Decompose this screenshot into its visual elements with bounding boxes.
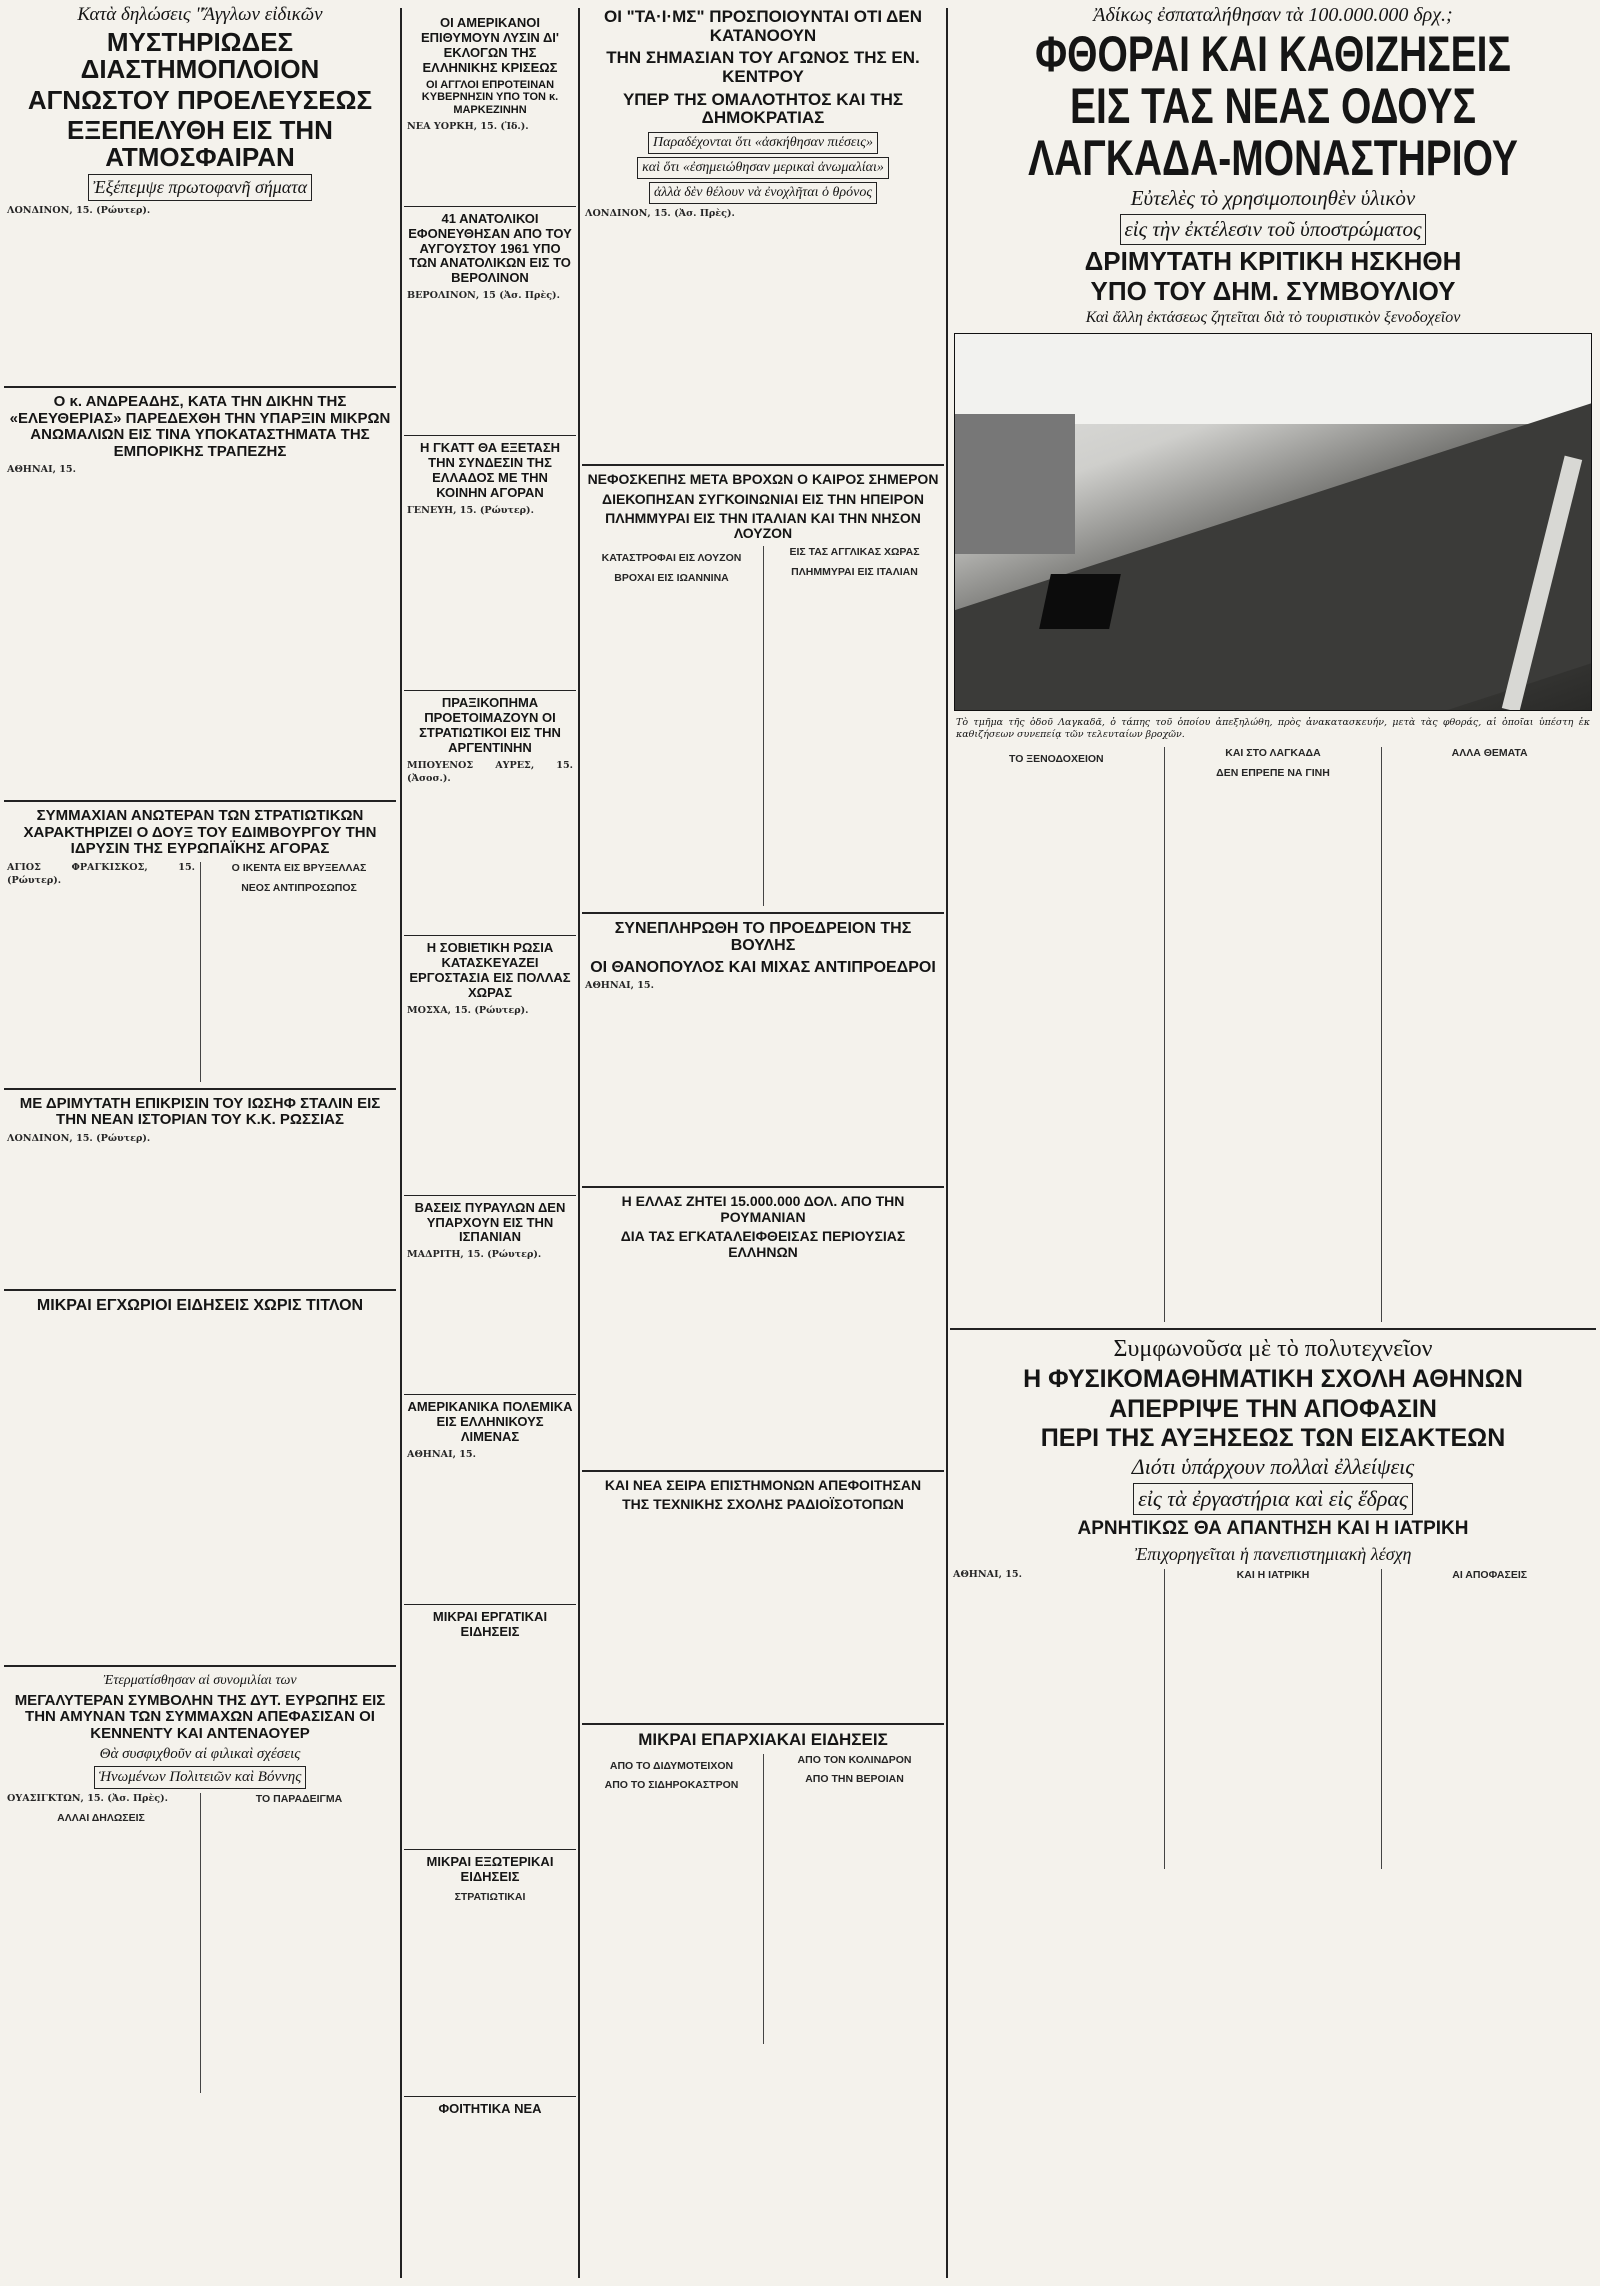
headline: ΜΙΚΡΑΙ ΕΓΧΩΡΙΟΙ ΕΙΔΗΣΕΙΣ ΧΩΡΙΣ ΤΙΤΛΟΝ	[36, 1296, 364, 1314]
article-body	[407, 2121, 573, 2286]
article-body	[585, 1754, 941, 2044]
column-rule	[946, 8, 948, 2278]
headline: 41 ΑΝΑΤΟΛΙΚΟΙ ΕΦΟΝΕΥΘΗΣΑΝ ΑΠΟ ΤΟΥ ΑΥΓΟΥΣΤΟΥ 1961 ΥΠΟ ΤΩΝ ΑΝΑΤΟΛΙΚΩΝ ΕΙΣ ΤΟ ΒΕΡΟΛΙΝΟΝ	[408, 210, 572, 286]
headline: ΠΛΗΜΜΥΡΑΙ ΕΙΣ ΤΗΝ ΙΤΑΛΙΑΝ ΚΑΙ ΤΗΝ ΝΗΣΟΝ ΛΟΥΖΟΝ	[605, 509, 921, 542]
dateline: ΓΕΝΕΥΗ, 15. (Ρώυτερ).	[407, 505, 534, 517]
headline-subtitle: Καὶ ἄλλη ἐκτάσεως ζητεῖται διὰ τὸ τουριστικὸν ξενοδοχεῖον	[1085, 308, 1461, 326]
divider	[404, 1195, 576, 1196]
headline: ΟΙ ΑΜΕΡΙΚΑΝΟΙ ΕΠΙΘΥΜΟΥΝ ΛΥΣΙΝ ΔΙ' ΕΚΛΟΓΩΝ ΤΗΣ ΕΛΛΗΝΙΚΗΣ ΚΡΙΣΕΩΣ	[421, 15, 559, 75]
section-subhead: ΤΟ ΠΑΡΑΔΕΙΓΜΑ	[255, 1793, 343, 1806]
section-subhead: ΕΙΣ ΤΑΣ ΑΓΓΛΙΚΑΣ ΧΩΡΑΣ	[789, 545, 920, 558]
article-body	[407, 1005, 573, 1190]
headline-deck: ΥΠΟ ΤΟΥ ΔΗΜ. ΣΥΜΒΟΥΛΙΟΥ	[1090, 276, 1456, 307]
headline-subtitle	[950, 1483, 1596, 1515]
dateline: ΜΑΔΡΙΤΗ, 15. (Ρώυτερ).	[407, 1249, 542, 1261]
dateline: ΜΠΟΥΕΝΟΣ ΑΥΡΕΣ, 15. (Ἀσοσ.).	[407, 759, 573, 784]
news-photo	[954, 333, 1592, 711]
headline: ΜΥΣΤΗΡΙΩΔΕΣ ΔΙΑΣΤΗΜΟΠΛΟΙΟΝ	[80, 27, 320, 85]
section-subhead: ΚΑΤΑΣΤΡΟΦΑΙ ΕΙΣ ΛΟΥΖΟΝ	[601, 551, 742, 564]
headline: ΟΙ ΘΑΝΟΠΟΥΛΟΣ ΚΑΙ ΜΙΧΑΣ ΑΝΤΙΠΡΟΕΔΡΟΙ	[590, 958, 936, 976]
headline: ΜΕΓΑΛΥΤΕΡΑΝ ΣΥΜΒΟΛΗΝ ΤΗΣ ΔΥΤ. ΕΥΡΩΠΗΣ ΕΙΣ ΤΗΝ ΑΜΥΝΑΝ ΤΩΝ ΣΥΜΜΑΧΩΝ ΑΠΕΦΑΣΙΣΑΝ ΟΙ ΚΕΝΝΕΝΤΥ ΚΑΙ ΑΝΤΕΝΑΟΥΕΡ	[14, 1691, 386, 1742]
divider	[4, 386, 396, 388]
dateline: ΒΕΡΟΛΙΝΟΝ, 15 (Ἀσ. Πρὲς).	[407, 290, 560, 302]
headline-deck: ΑΡΝΗΤΙΚΩΣ ΘΑ ΑΠΑΝΤΗΣΗ ΚΑΙ Η ΙΑΤΡΙΚΗ	[1077, 1518, 1469, 1540]
headline-subtitle: Ἐπιχορηγεῖται ἡ πανεπιστημιακὴ λέσχη	[1134, 1543, 1412, 1564]
column-1	[4, 0, 396, 2286]
section-subhead: ΑΛΛΑ ΘΕΜΑΤΑ	[1451, 747, 1528, 760]
dateline: ΛΟΝΔΙΝΟΝ, 15. (Ἀσ. Πρὲς).	[585, 208, 735, 220]
section-subhead: ΝΕΟΣ ΑΝΤΙΠΡΟΣΩΠΟΣ	[241, 881, 357, 894]
divider	[582, 1470, 944, 1472]
headline: ΕΞΕΠΕΛΥΘΗ ΕΙΣ ΤΗΝ ΑΤΜΟΣΦΑΙΡΑΝ	[67, 114, 333, 173]
column-2	[404, 0, 576, 2286]
article-kicker: Ἐτερματίσθησαν αἱ συνομιλίαι των	[103, 1672, 297, 1688]
photo-wall	[955, 414, 1075, 554]
article-body	[7, 205, 393, 380]
dateline: ΑΘΗΝΑΙ, 15.	[407, 1449, 476, 1461]
divider	[404, 2096, 576, 2097]
article-body	[585, 546, 941, 906]
headline: ΣΥΜΜΑΧΙΑΝ ΑΝΩΤΕΡΑΝ ΤΩΝ ΣΤΡΑΤΙΩΤΙΚΩΝ ΧΑΡΑΚΤΗΡΙΖΕΙ Ο ΔΟΥΞ ΤΟΥ ΕΔΙΜΒΟΥΡΓΟΥ ΤΗΝ ΙΔΡΥΣΙΝ ΤΗΣ ΕΥΡΩΠΑΪΚΗΣ ΑΓΟΡΑΣ	[23, 807, 377, 858]
divider	[404, 935, 576, 936]
divider	[404, 1849, 576, 1850]
divider	[582, 464, 944, 466]
headline-subtitle: ΟΙ ΑΓΓΛΟΙ ΕΠΡΟΤΕΙΝΑΝ ΚΥΒΕΡΝΗΣΙΝ ΥΠΟ ΤΟΝ κ. ΜΑΡΚΕΖΙΝΗΝ	[421, 78, 559, 117]
divider	[4, 1088, 396, 1090]
headline-subtitle	[582, 182, 944, 204]
article-body	[585, 980, 941, 1180]
headline: ΒΑΣΕΙΣ ΠΥΡΑΥΛΩΝ ΔΕΝ ΥΠΑΡΧΟΥΝ ΕΙΣ ΤΗΝ ΙΣΠΑΝΙΑΝ	[414, 1199, 566, 1245]
article-body	[953, 1569, 1593, 1869]
divider	[4, 1289, 396, 1291]
subtitle-box: εἰς τὰ ἐργαστήρια καὶ εἰς ἕδρας	[1133, 1483, 1413, 1515]
headline-subtitle: Διότι ὑπάρχουν πολλαὶ ἐλλείψεις	[1131, 1454, 1415, 1480]
divider	[582, 912, 944, 914]
dateline: ΛΟΝΔΙΝΟΝ, 15. (Ρώυτερ).	[7, 1132, 151, 1144]
headline: ΑΠΕΡΡΙΨΕ ΤΗΝ ΑΠΟΦΑΣΙΝ	[1109, 1394, 1437, 1423]
section-subhead: ΑΛΛΑΙ ΔΗΛΩΣΕΙΣ	[57, 1811, 145, 1824]
photo-caption: Τὸ τμῆμα τῆς ὁδοῦ Λαγκαδᾶ, ὁ τάπης τοῦ ὁποίου ἀπεξηλώθη, πρὸς ἀνακατασκευήν, μετὰ τὰς φθοράς, αἱ ὁποῖαι ὑπέστη ἐκ καθιζήσεων συνεπείᾳ τῶν τελευταίων βροχῶν.	[956, 716, 1590, 740]
headline-subtitle: Θὰ συσφιχθοῦν αἱ φιλικαὶ σχέσεις	[99, 1746, 301, 1763]
section-subhead: ΚΑΙ Η ΙΑΤΡΙΚΗ	[1236, 1568, 1310, 1581]
headline: ΟΙ "ΤΑ·Ι·ΜΣ" ΠΡΟΣΠΟΙΟΥΝΤΑΙ ΟΤΙ ΔΕΝ ΚΑΤΑΝΟΟΥΝ	[603, 7, 923, 45]
headline-subtitle	[4, 174, 396, 201]
divider	[404, 690, 576, 691]
subtitle-box: Ἡνωμένων Πολιτειῶν καὶ Βόννης	[94, 1766, 307, 1789]
headline: ΦΟΙΤΗΤΙΚΑ ΝΕΑ	[438, 2100, 542, 2116]
dateline: ΑΘΗΝΑΙ, 15.	[585, 980, 654, 992]
article-body	[407, 760, 573, 930]
divider	[4, 800, 396, 802]
section-subhead: ΑΙ ΑΠΟΦΑΣΕΙΣ	[1452, 1568, 1528, 1581]
headline: ΕΙΣ ΤΑΣ ΝΕΑΣ ΟΔΟΥΣ	[1070, 78, 1476, 134]
column-4	[950, 0, 1596, 2286]
article-body	[7, 1793, 393, 2093]
article-body	[585, 208, 941, 458]
section-subhead: ΠΛΗΜΜΥΡΑΙ ΕΙΣ ΙΤΑΛΙΑΝ	[791, 565, 918, 578]
headline-subtitle	[950, 214, 1596, 245]
headline: ΤΗΝ ΣΗΜΑΣΙΑΝ ΤΟΥ ΑΓΩΝΟΣ ΤΗΣ ΕΝ. ΚΕΝΤΡΟΥ	[606, 48, 920, 87]
headline: ΦΘΟΡΑΙ ΚΑΙ ΚΑΘΙΖΗΣΕΙΣ	[1035, 26, 1511, 82]
subtitle-box: Ἐξέπεμψε πρωτοφανῆ σήματα	[88, 174, 312, 201]
headline: Η ΓΚΑΤΤ ΘΑ ΕΞΕΤΑΣΗ ΤΗΝ ΣΥΝΔΕΣΙΝ ΤΗΣ ΕΛΛΑΔΟΣ ΜΕ ΤΗΝ ΚΟΙΝΗΝ ΑΓΟΡΑΝ	[419, 440, 561, 501]
headline-subtitle	[4, 1766, 396, 1789]
dateline: ΑΓΙΟΣ ΦΡΑΓΚΙΣΚΟΣ, 15. (Ρώυτερ).	[7, 861, 195, 886]
divider	[404, 1604, 576, 1605]
headline: ΥΠΕΡ ΤΗΣ ΟΜΑΛΟΤΗΤΟΣ ΚΑΙ ΤΗΣ ΔΗΜΟΚΡΑΤΙΑΣ	[622, 89, 904, 128]
section-subhead: ΚΑΙ ΣΤΟ ΛΑΓΚΑΔΑ	[1225, 747, 1321, 760]
headline: ΤΗΣ ΤΕΧΝΙΚΗΣ ΣΧΟΛΗΣ ΡΑΔΙΟΪΣΟΤΟΠΩΝ	[622, 1496, 904, 1513]
dateline: ΛΟΝΔΙΝΟΝ, 15. (Ρώυτερ).	[7, 205, 151, 217]
headline: ΔΙΕΚΟΠΗΣΑΝ ΣΥΓΚΟΙΝΩΝΙΑΙ ΕΙΣ ΤΗΝ ΗΠΕΙΡΟΝ	[602, 490, 924, 507]
dateline: ΝΕΑ ΥΟΡΚΗ, 15. (Ἰδ.).	[407, 120, 529, 132]
article-body	[7, 464, 393, 794]
article-kicker: Συμφωνοῦσα μὲ τὸ πολυτεχνεῖον	[1113, 1336, 1433, 1363]
headline-subtitle	[582, 132, 944, 154]
article-body	[953, 747, 1593, 1322]
photo-excavation	[1039, 574, 1121, 629]
subtitle-box: Παραδέχονται ὅτι «ἀσκήθησαν πιέσεις»	[648, 132, 878, 154]
subtitle-box: καὶ ὅτι «ἐσημειώθησαν μερικαὶ ἀνωμαλίαι»	[637, 157, 889, 179]
headline: Ο κ. ΑΝΔΡΕΑΔΗΣ, ΚΑΤΑ ΤΗΝ ΔΙΚΗΝ ΤΗΣ «ΕΛΕΥΘΕΡΙΑΣ» ΠΑΡΕΔΕΧΘΗ ΤΗΝ ΥΠΑΡΞΙΝ ΜΙΚΡΩΝ ΑΝΩΜΑΛΙΩΝ ΕΙΣ ΤΙΝΑ ΥΠΟΚΑΤΑΣΤΗΜΑΤΑ ΤΗΣ ΕΜΠΟΡΙΚΗΣ ΤΡΑΠΕΖΗΣ	[9, 393, 391, 460]
headline: ΠΕΡΙ ΤΗΣ ΑΥΞΗΣΕΩΣ ΤΩΝ ΕΙΣΑΚΤΕΩΝ	[1040, 1423, 1506, 1452]
headline: ΠΡΑΞΙΚΟΠΗΜΑ ΠΡΟΕΤΟΙΜΑΖΟΥΝ ΟΙ ΣΤΡΑΤΙΩΤΙΚΟΙ ΕΙΣ ΤΗΝ ΑΡΓΕΝΤΙΝΗΝ	[419, 695, 561, 755]
article-body	[7, 1133, 393, 1283]
headline: Η ΣΟΒΙΕΤΙΚΗ ΡΩΣΙΑ ΚΑΤΑΣΚΕΥΑΖΕΙ ΕΡΓΟΣΤΑΣΙΑ ΕΙΣ ΠΟΛΛΑΣ ΧΩΡΑΣ	[409, 939, 571, 1000]
divider	[582, 1186, 944, 1188]
headline: ΑΜΕΡΙΚΑΝΙΚΑ ΠΟΛΕΜΙΚΑ ΕΙΣ ΕΛΛΗΝΙΚΟΥΣ ΛΙΜΕΝΑΣ	[407, 1399, 573, 1445]
headline: ΜΙΚΡΑΙ ΕΠΑΡΧΙΑΚΑΙ ΕΙΔΗΣΕΙΣ	[638, 1729, 888, 1749]
section-subhead: ΣΤΡΑΤΙΩΤΙΚΑΙ	[454, 1890, 526, 1903]
divider	[404, 206, 576, 207]
divider	[582, 1723, 944, 1725]
headline: Η ΦΥΣΙΚΟΜΑΘΗΜΑΤΙΚΗ ΣΧΟΛΗ ΑΘΗΝΩΝ	[1023, 1365, 1523, 1394]
headline: Η ΕΛΛΑΣ ΖΗΤΕΙ 15.000.000 ΔΟΛ. ΑΠΟ ΤΗΝ ΡΟΥΜΑΝΙΑΝ	[621, 1193, 905, 1225]
headline: ΣΥΝΕΠΛΗΡΩΘΗ ΤΟ ΠΡΟΕΔΡΕΙΟΝ ΤΗΣ ΒΟΥΛΗΣ	[614, 919, 912, 955]
headline-subtitle: Εὐτελὲς τὸ χρησιμοποιηθὲν ὑλικὸν	[1130, 186, 1416, 210]
divider	[404, 1394, 576, 1395]
section-subhead: ΒΡΟΧΑΙ ΕΙΣ ΙΩΑΝΝΙΝΑ	[614, 571, 729, 584]
subtitle-box: εἰς τὴν ἐκτέλεσιν τοῦ ὑποστρώματος	[1120, 214, 1427, 245]
article-body	[7, 862, 393, 1082]
article-body	[407, 1891, 573, 2091]
headline-deck: ΔΡΙΜΥΤΑΤΗ ΚΡΙΤΙΚΗ ΗΣΚΗΘΗ	[1084, 246, 1462, 276]
section-subhead: ΤΟ ΞΕΝΟΔΟΧΕΙΟΝ	[1009, 753, 1104, 766]
article-body	[407, 1449, 573, 1599]
dateline: ΟΥΑΣΙΓΚΤΩΝ, 15. (Ἀσ. Πρὲς).	[7, 1793, 168, 1805]
photo-sky	[955, 334, 1591, 424]
section-subhead: ΔΕΝ ΕΠΡΕΠΕ ΝΑ ΓΙΝΗ	[1216, 767, 1330, 780]
headline: ΑΓΝΩΣΤΟΥ ΠΡΟΕΛΕΥΣΕΩΣ	[27, 84, 373, 115]
divider	[404, 435, 576, 436]
headline: ΜΙΚΡΑΙ ΕΡΓΑΤΙΚΑΙ ΕΙΔΗΣΕΙΣ	[432, 1609, 548, 1640]
headline: ΚΑΙ ΝΕΑ ΣΕΙΡΑ ΕΠΙΣΤΗΜΟΝΩΝ ΑΠΕΦΟΙΤΗΣΑΝ	[604, 1477, 922, 1494]
dateline: ΜΟΣΧΑ, 15. (Ρώυτερ).	[407, 1004, 529, 1016]
article-body	[407, 121, 573, 201]
section-subhead: ΑΠΟ ΤΟΝ ΚΟΛΙΝΔΡΟΝ	[797, 1753, 912, 1766]
headline: ΜΕ ΔΡΙΜΥΤΑΤΗ ΕΠΙΚΡΙΣΙΝ ΤΟΥ ΙΩΣΗΦ ΣΤΑΛΙΝ ΕΙΣ ΤΗΝ ΝΕΑΝ ΙΣΤΟΡΙΑΝ ΤΟΥ Κ.Κ. ΡΩΣΣΙΑΣ	[19, 1094, 381, 1129]
headline: ΛΑΓΚΑΔΑ-ΜΟΝΑΣΤΗΡΙΟΥ	[1028, 130, 1518, 186]
column-rule	[400, 8, 402, 2278]
headline-subtitle	[582, 157, 944, 179]
dateline: ΑΘΗΝΑΙ, 15.	[953, 1568, 1022, 1580]
section-subhead: ΑΠΟ ΤΗΝ ΒΕΡΟΙΑΝ	[805, 1773, 904, 1786]
section-subhead: ΑΠΟ ΤΟ ΔΙΔΥΜΟΤΕΙΧΟΝ	[609, 1759, 734, 1772]
article-body	[407, 1249, 573, 1389]
divider	[4, 1665, 396, 1667]
dateline: ΑΘΗΝΑΙ, 15.	[7, 464, 76, 476]
article-body	[407, 505, 573, 685]
article-kicker: Κατὰ δηλώσεις "Ἄγγλων εἰδικῶν	[77, 4, 323, 25]
subtitle-box: ἀλλὰ δὲν θέλουν νὰ ἐνοχλῆται ὁ θρόνος	[649, 182, 877, 204]
headline: ΝΕΦΟΣΚΕΠΗΣ ΜΕΤΑ ΒΡΟΧΩΝ Ο ΚΑΙΡΟΣ ΣΗΜΕΡΟΝ	[587, 471, 939, 488]
article-kicker: Ἀδίκως ἐσπαταλήθησαν τὰ 100.000.000 δρχ.;	[1093, 4, 1453, 26]
headline: ΔΙΑ ΤΑΣ ΕΓΚΑΤΑΛΕΙΦΘΕΙΣΑΣ ΠΕΡΙΟΥΣΙΑΣ ΕΛΛΗΝΩΝ	[620, 1228, 906, 1260]
column-rule	[578, 8, 580, 2278]
article-body	[7, 1319, 393, 1659]
column-3	[582, 0, 944, 2286]
headline: ΜΙΚΡΑΙ ΕΞΩΤΕΡΙΚΑΙ ΕΙΔΗΣΕΙΣ	[426, 1854, 554, 1885]
section-subhead: ΑΠΟ ΤΟ ΣΙΔΗΡΟΚΑΣΤΡΟΝ	[604, 1779, 739, 1792]
article-body	[407, 1644, 573, 1844]
article-body	[407, 290, 573, 430]
article-body	[585, 1264, 941, 1464]
divider	[950, 1328, 1596, 1330]
section-subhead: Ο ΙΚΕΝΤΑ ΕΙΣ ΒΡΥΞΕΛΛΑΣ	[231, 861, 367, 874]
article-body	[585, 1517, 941, 1717]
